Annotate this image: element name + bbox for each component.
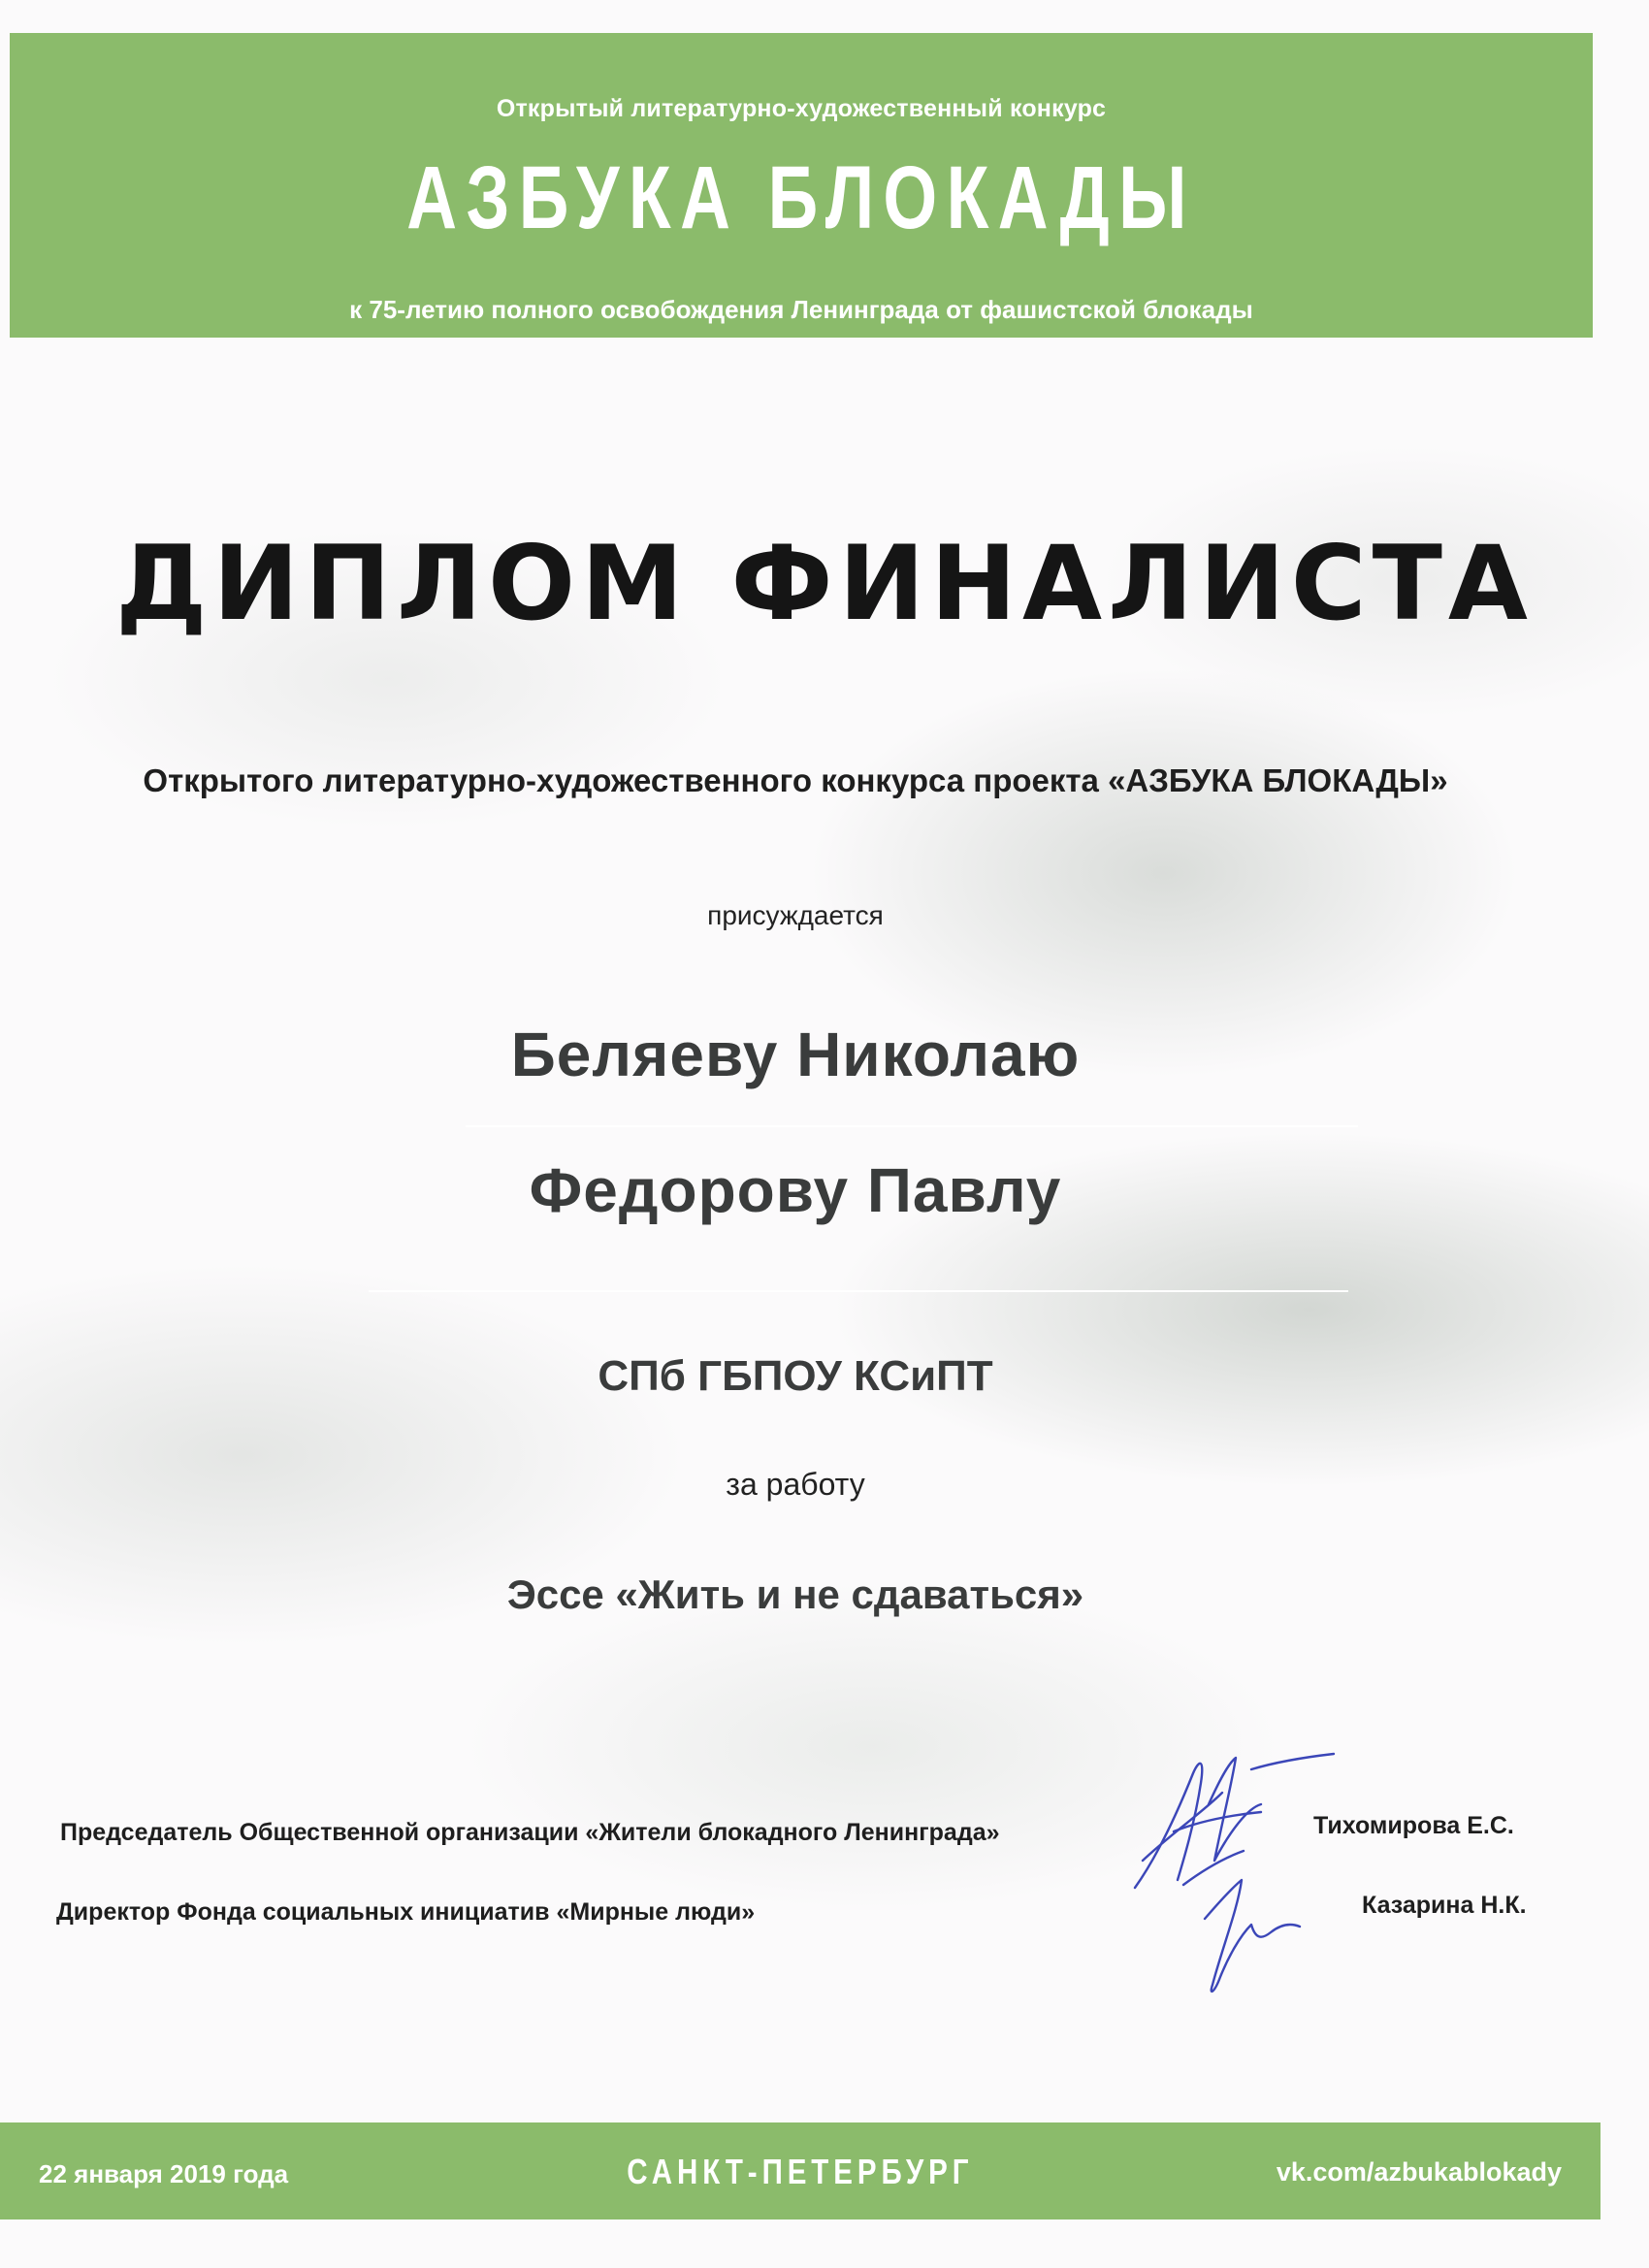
contest-description: Открытого литературно-художественного конкурса проекта «АЗБУКА БЛОКАДЫ» (143, 762, 1448, 798)
recipient-name-1: Беляеву Николаю (510, 1020, 1081, 1089)
issue-date: 22 января 2019 года (39, 2159, 289, 2188)
awarded-label: присуждается (707, 900, 884, 930)
signatory-name-2: Казарина Н.К. (1362, 1892, 1527, 1919)
work-title: Эссе «Жить и не сдаваться» (506, 1571, 1084, 1617)
divider-line (369, 1290, 1348, 1292)
recipient-name-2: Федорову Павлу (529, 1155, 1062, 1225)
handwritten-signatures (1116, 1715, 1348, 1996)
for-work-label: за работу (726, 1467, 865, 1502)
diploma-title: ДИПЛОМ ФИНАЛИСТА (115, 524, 1534, 643)
header-kicker: Открытый литературно-художественный конкурс (496, 95, 1107, 122)
organization-name: СПб ГБПОУ КСиПТ (598, 1352, 993, 1400)
signatory-role-1: Председатель Общественной организации «Жители блокадного Ленинграда» (60, 1819, 1000, 1846)
header-banner (10, 33, 1593, 338)
signatory-name-1: Тихомирова Е.С. (1313, 1812, 1514, 1839)
divider-line (466, 1125, 1358, 1127)
footer-banner (0, 2122, 1600, 2219)
city-text: САНКТ-ПЕТЕРБУРГ (627, 2152, 974, 2191)
project-brand: АЗБУКА БЛОКАДЫ (406, 148, 1196, 247)
vk-link[interactable]: vk.com/azbukablokady (1276, 2157, 1562, 2187)
header-subtitle: к 75-летию полного освобождения Ленинграда от фашистской блокады (349, 295, 1253, 324)
signatory-role-2: Директор Фонда социальных инициатив «Мирные люди» (56, 1898, 756, 1926)
